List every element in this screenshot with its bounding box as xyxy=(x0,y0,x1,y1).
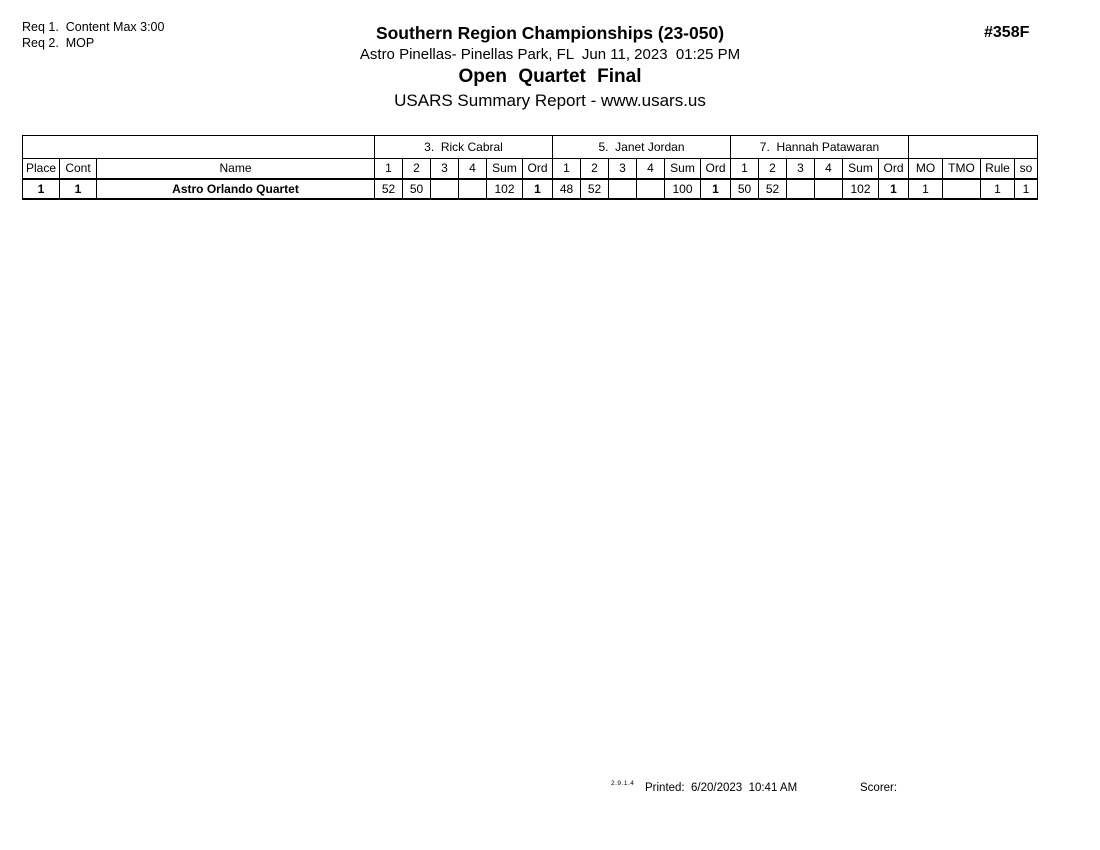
column-header-row xyxy=(23,159,1038,179)
rule-cell: 1 xyxy=(981,179,1015,199)
judge-row-spacer-left xyxy=(23,136,375,159)
col-header-j2-3: 3 xyxy=(609,159,637,179)
col-header-j3-1: 1 xyxy=(731,159,759,179)
event-title: Southern Region Championships (23-050) xyxy=(375,23,725,43)
col-header-rule: Rule xyxy=(981,159,1015,179)
col-header-j2-1: 1 xyxy=(553,159,581,179)
ord-cell-j3: 1 xyxy=(879,179,909,199)
col-header-j1-4: 4 xyxy=(459,159,487,179)
judge-row-spacer-right xyxy=(909,136,1038,159)
score-cell-j1-2: 50 xyxy=(403,179,431,199)
col-header-j1-3: 3 xyxy=(431,159,459,179)
col-header-j3-2: 2 xyxy=(759,159,787,179)
requirement-2: Req 2. MOP xyxy=(22,36,95,50)
ord-cell-j2: 1 xyxy=(701,179,731,199)
col-header-j3-3: 3 xyxy=(787,159,815,179)
col-header-j3-ord: Ord xyxy=(879,159,909,179)
score-cell-j2-1: 48 xyxy=(553,179,581,199)
score-cell-j3-3 xyxy=(787,179,815,199)
score-cell-j2-2: 52 xyxy=(581,179,609,199)
score-cell-j1-3 xyxy=(431,179,459,199)
col-header-j1-2: 2 xyxy=(403,159,431,179)
cont-cell: 1 xyxy=(60,179,97,199)
judge-header-2: 5. Janet Jordan xyxy=(553,136,731,159)
scorer-label: Scorer: xyxy=(860,782,898,794)
col-header-mo: MO xyxy=(909,159,943,179)
judge-header-row xyxy=(23,136,1038,159)
report-title: USARS Summary Report - www.usars.us xyxy=(394,91,706,110)
sheet-number: #358F xyxy=(984,24,1030,41)
col-header-j3-sum: Sum xyxy=(843,159,879,179)
col-header-j1-sum: Sum xyxy=(487,159,523,179)
judge-header-1: 3. Rick Cabral xyxy=(375,136,553,159)
result-row xyxy=(23,179,1038,199)
col-header-name: Name xyxy=(97,159,375,179)
place-cell: 1 xyxy=(23,179,60,199)
tmo-cell xyxy=(943,179,981,199)
ord-cell-j1: 1 xyxy=(523,179,553,199)
score-cell-j3-2: 52 xyxy=(759,179,787,199)
software-version: 2.9.1.4 xyxy=(611,780,635,787)
col-header-j2-4: 4 xyxy=(637,159,665,179)
name-cell: Astro Orlando Quartet xyxy=(97,179,375,199)
col-header-tmo: TMO xyxy=(943,159,981,179)
score-cell-j3-4 xyxy=(815,179,843,199)
col-header-cont: Cont xyxy=(60,159,97,179)
sum-cell-j1: 102 xyxy=(487,179,523,199)
judge-header-3: 7. Hannah Patawaran xyxy=(731,136,909,159)
col-header-j3-4: 4 xyxy=(815,159,843,179)
col-header-j2-sum: Sum xyxy=(665,159,701,179)
score-cell-j2-4 xyxy=(637,179,665,199)
score-cell-j1-4 xyxy=(459,179,487,199)
score-cell-j3-1: 50 xyxy=(731,179,759,199)
so-cell: 1 xyxy=(1015,179,1038,199)
event-name: Open Quartet Final xyxy=(458,66,642,87)
col-header-place: Place xyxy=(23,159,60,179)
col-header-so: so xyxy=(1015,159,1038,179)
results-table xyxy=(22,135,1038,200)
col-header-j1-1: 1 xyxy=(375,159,403,179)
mo-cell: 1 xyxy=(909,179,943,199)
col-header-j1-ord: Ord xyxy=(523,159,553,179)
col-header-j2-ord: Ord xyxy=(701,159,731,179)
report-header xyxy=(0,22,1100,113)
event-subtitle: Astro Pinellas- Pinellas Park, FL Jun 11, 2023 01:25 PM xyxy=(359,46,741,63)
col-header-j2-2: 2 xyxy=(581,159,609,179)
score-cell-j1-1: 52 xyxy=(375,179,403,199)
requirement-1: Req 1. Content Max 3:00 xyxy=(22,20,165,34)
printed-timestamp: Printed: 6/20/2023 10:41 AM xyxy=(645,782,798,794)
sum-cell-j2: 100 xyxy=(665,179,701,199)
sum-cell-j3: 102 xyxy=(843,179,879,199)
score-cell-j2-3 xyxy=(609,179,637,199)
